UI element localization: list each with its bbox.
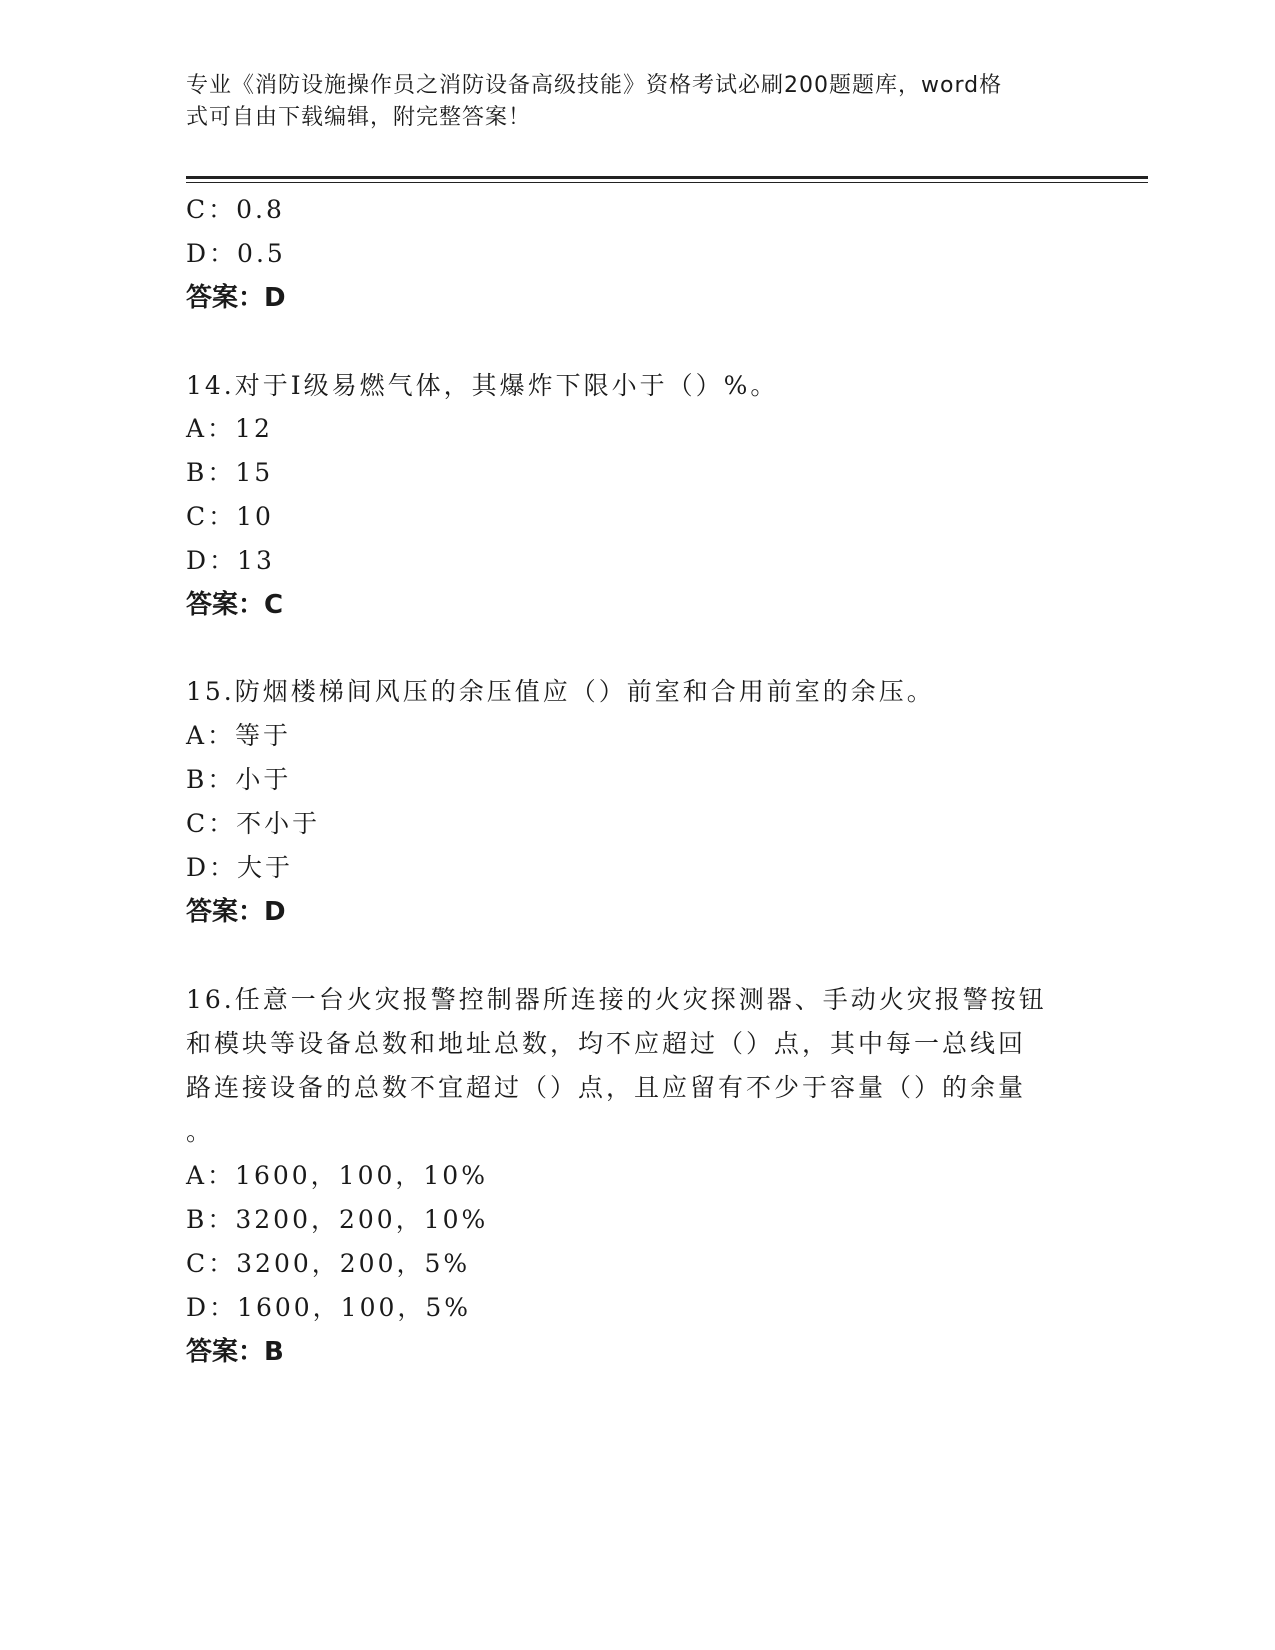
q16-answer: 答案：B [186,1337,284,1367]
header-divider-thin [186,182,1148,183]
q15-option-d: D：大于 [186,853,294,882]
q13-answer: 答案：D [186,283,286,313]
q16-option-b: B：3200，200，10% [186,1205,489,1234]
q15-option-a: A：等于 [186,721,292,750]
q16-option-c: C：3200，200，5% [186,1249,471,1278]
header-divider-thick [186,176,1148,179]
q14-option-b: B：15 [186,458,274,487]
q14-answer: 答案：C [186,590,284,620]
q14-option-d: D：13 [186,546,275,575]
q16-option-d: D：1600，100，5% [186,1293,472,1322]
document-header [186,70,1086,134]
q16-stem-line-1: 16.任意一台火灾报警控制器所连接的火灾探测器、手动火灾报警按钮 [186,985,1047,1014]
header-line-2: 式可自由下载编辑，附完整答案！ [186,105,532,130]
q16-stem-line-3: 路连接设备的总数不宜超过（）点，且应留有不少于容量（）的余量 [186,1073,1027,1102]
q14-option-c: C：10 [186,502,274,531]
header-line-1: 专业《消防设施操作员之消防设备高级技能》资格考试必刷200题题库，word格 [186,73,1003,98]
q14-stem: 14.对于Ⅰ级易燃气体，其爆炸下限小于（）%。 [186,371,779,400]
q13-option-c: C：0.8 [186,195,285,224]
q15-answer: 答案：D [186,897,286,927]
q14-option-a: A：12 [186,414,273,443]
q16-stem-line-2: 和模块等设备总数和地址总数，均不应超过（）点，其中每一总线回 [186,1029,1027,1058]
q16-option-a: A：1600，100，10% [186,1161,488,1190]
q15-stem: 15.防烟楼梯间风压的余压值应（）前室和合用前室的余压。 [186,677,935,706]
q15-option-c: C：不小于 [186,809,321,838]
q13-option-d: D：0.5 [186,239,286,268]
q16-stem-line-4: 。 [186,1117,215,1146]
q15-option-b: B：小于 [186,765,292,794]
